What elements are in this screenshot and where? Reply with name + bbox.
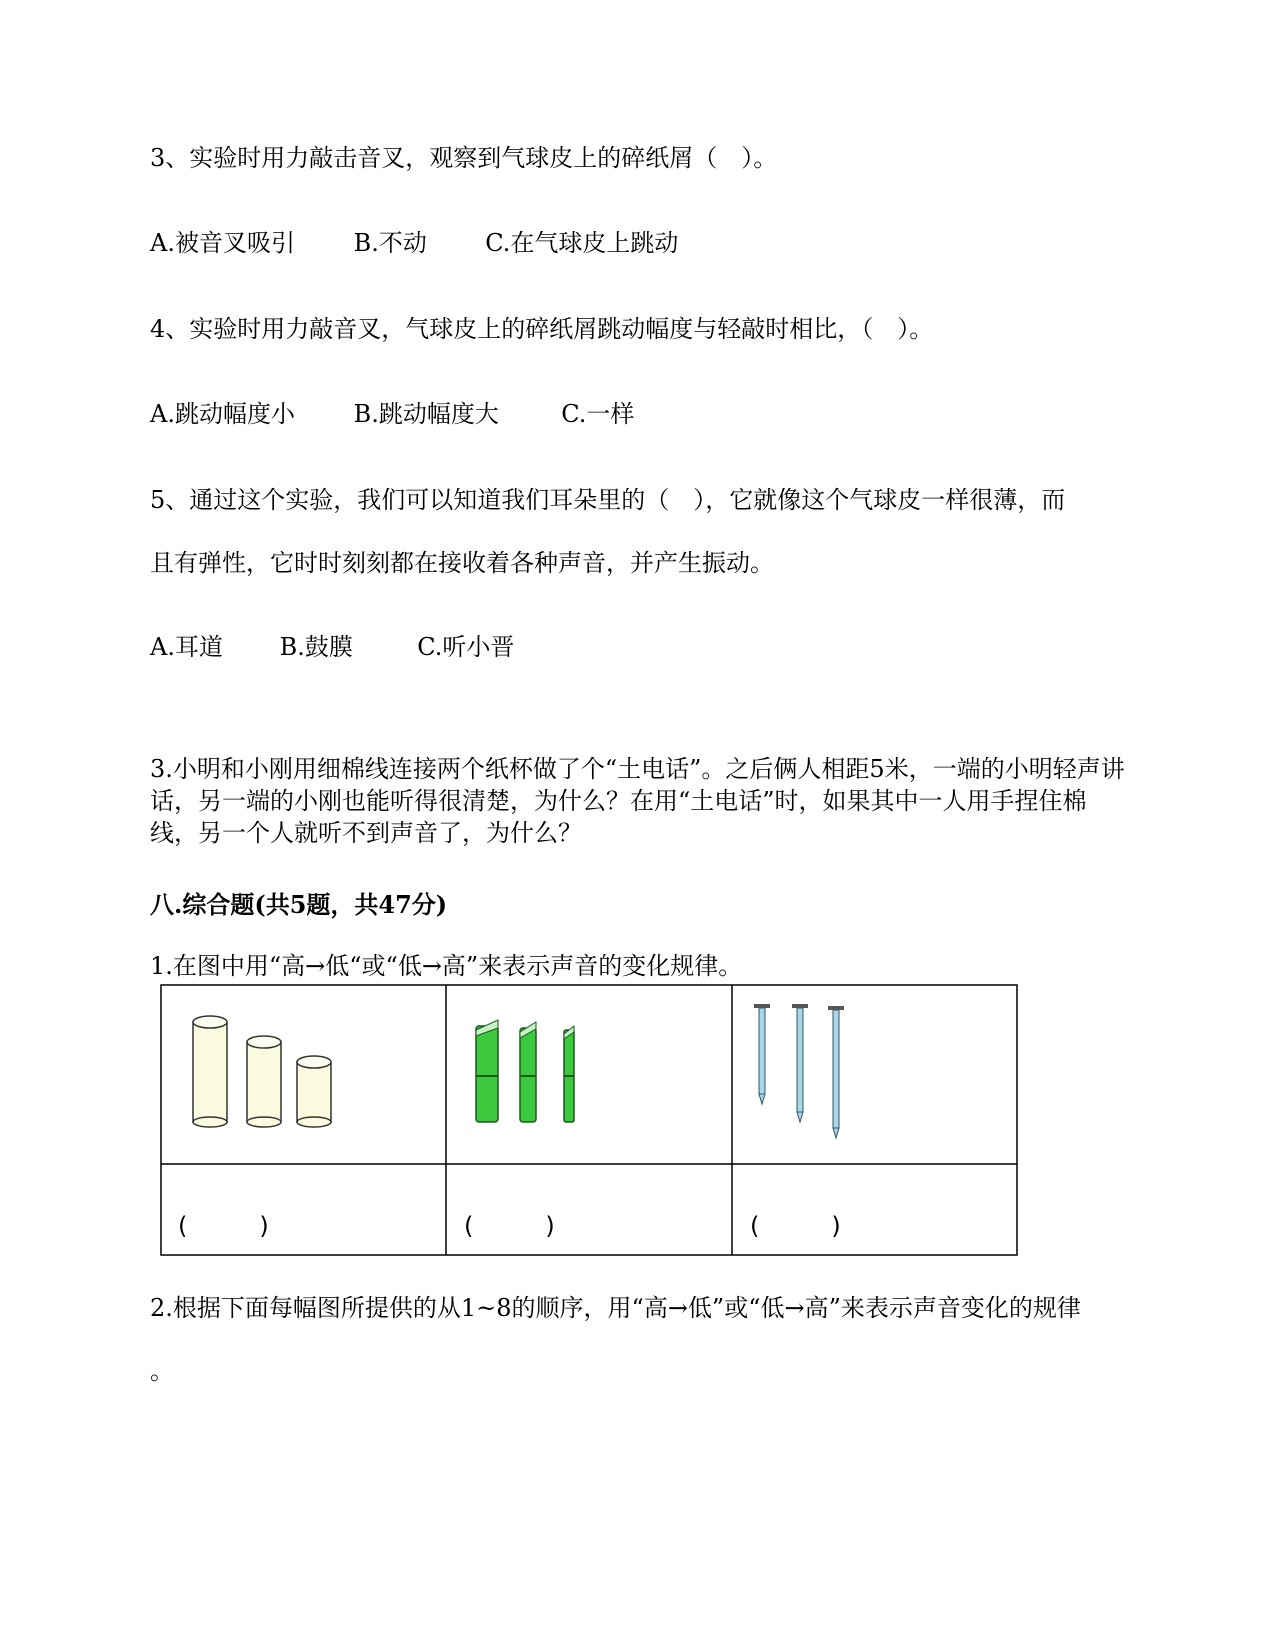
- answer-blank-2[interactable]: ( ): [464, 1212, 555, 1240]
- nails-figure: [754, 1004, 844, 1138]
- cylinder-tall: [193, 1016, 227, 1127]
- question-5-stem-line2: 且有弹性，它时时刻刻都在接收着各种声音，并产生振动。: [150, 549, 774, 577]
- nail-short: [754, 1004, 770, 1104]
- bamboo-tube-medium: [520, 1022, 536, 1122]
- option-b[interactable]: B.跳动幅度大: [353, 400, 499, 428]
- option-c[interactable]: C.一样: [561, 400, 635, 428]
- question-4-options: [150, 398, 634, 430]
- question-5-options: [150, 631, 514, 663]
- question-5-stem-line1: 5、通过这个实验，我们可以知道我们耳朵里的（ ），它就像这个气球皮一样很薄，而: [150, 486, 1066, 514]
- section-8-title: 八.综合题(共5题，共47分): [150, 890, 448, 919]
- option-a[interactable]: A.跳动幅度小: [150, 400, 295, 428]
- option-c[interactable]: C.在气球皮上跳动: [485, 229, 679, 257]
- question-3-stem: 3、实验时用力敲击音叉，观察到气球皮上的碎纸屑（ ）。: [150, 144, 778, 172]
- bamboo-tubes-figure: [476, 1020, 574, 1122]
- nail-medium: [792, 1004, 808, 1122]
- cylinder-medium: [247, 1036, 281, 1127]
- option-b[interactable]: B.不动: [353, 229, 427, 257]
- figure-table: [160, 984, 1018, 1256]
- option-a[interactable]: A.被音叉吸引: [150, 229, 295, 257]
- short-answer-3: 3.小明和小刚用细棉线连接两个纸杯做了个“土电话”。之后俩人相距5米，一端的小明轻声讲话，另一端的小刚也能听得很清楚，为什么？在用“土电话”时，如果其中一人用手捏住棉线，另一个人就听不到声音了，为什么？: [150, 755, 1125, 847]
- bamboo-tube-thin: [564, 1026, 574, 1122]
- cylinders-figure: [193, 1016, 331, 1127]
- answer-blank-1[interactable]: ( ): [178, 1212, 269, 1240]
- answer-blank-3[interactable]: ( ): [750, 1212, 841, 1240]
- option-a[interactable]: A.耳道: [150, 633, 223, 661]
- section-8-question-2-line2: 。: [150, 1357, 174, 1385]
- section-8-question-2-line1: 2.根据下面每幅图所提供的从1~8的顺序，用“高→低”或“低→高”来表示声音变化的规律: [150, 1294, 1081, 1322]
- option-c[interactable]: C.听小晋: [417, 633, 515, 661]
- cylinder-short: [297, 1056, 331, 1127]
- section-8-question-1: 1.在图中用“高→低“或“低→高”来表示声音的变化规律。: [150, 952, 743, 980]
- question-3-options: [150, 227, 678, 259]
- bamboo-tube-thick: [476, 1020, 498, 1122]
- nail-long: [828, 1006, 844, 1138]
- option-b[interactable]: B.鼓膜: [279, 633, 353, 661]
- question-4-stem: 4、实验时用力敲音叉，气球皮上的碎纸屑跳动幅度与轻敲时相比，（ ）。: [150, 315, 934, 343]
